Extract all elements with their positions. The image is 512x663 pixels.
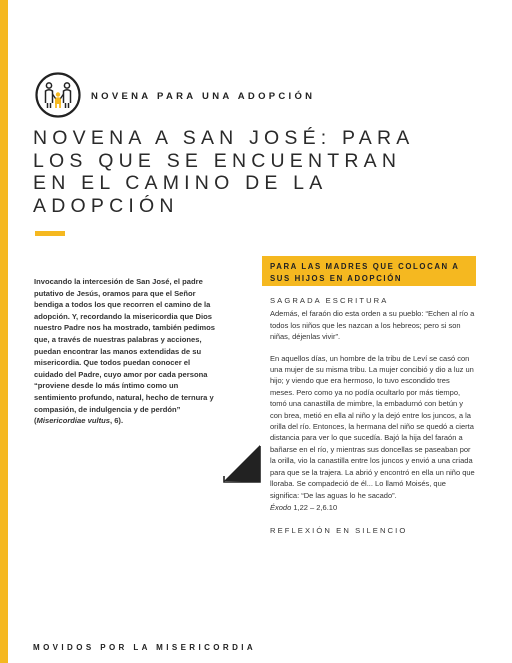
title-line: ADOPCIÓN	[33, 194, 179, 217]
page-title	[33, 127, 415, 217]
scripture-citation: Éxodo 1,22 – 2,6.10	[270, 502, 338, 512]
footer-text: MOVIDOS POR LA MISERICORDIA	[33, 643, 257, 652]
scripture-paragraph: Además, el faraón dio esta orden a su pueblo: “Echen al río a todos los niños que les nazcan a los hebreos; pero si son niñas, déjenlas vivir”.	[270, 309, 475, 342]
side-accent-bar	[0, 0, 8, 663]
intention-tab	[262, 256, 476, 286]
scripture-column	[270, 295, 475, 537]
intro-quote-box	[34, 276, 220, 427]
intention-line: SUS HIJOS EN ADOPCIÓN	[270, 273, 403, 283]
scripture-paragraph: En aquellos días, un hombre de la tribu de Leví se casó con una mujer de su misma tribu. La mujer concibió y dio a luz un hijo; y viendo que era hermoso, lo tuvo escondido tres meses. Pero como ya no podía ocultarlo por más tiempo, tomó una canastilla de mimbre, la embadurnó con betún y con brea, metió en ella al niño y la dejó entre los juncos, a la orilla del río. Entonces, la hermana del niño se quedó a cierta distancia para ver lo que sucedía. Bajó la hija del faraón a bañarse en el río, y mientras sus doncellas se paseaban por la orilla, vio la canastilla entre los juncos y envió a una criada para que se la trajera. La abrió y encontró en ella un niño que lloraba. Se compadeció de él... Lo llamó Moisés, que significa: “De las aguas lo he sacado”.	[270, 353, 475, 500]
title-line: LOS QUE SE ENCUENTRAN	[33, 149, 402, 172]
title-line: EN EL CAMINO DE LA	[33, 172, 328, 194]
quote-source: Misericordiae vultus	[36, 416, 110, 426]
title-underline	[35, 231, 65, 236]
reflection-label: REFLEXIÓN EN SILENCIO	[270, 526, 408, 536]
family-icon	[35, 72, 81, 118]
intention-line: PARA LAS MADRES QUE COLOCAN A	[270, 262, 460, 271]
header-label: NOVENA PARA UNA ADOPCIÓN	[91, 91, 316, 102]
scripture-label: SAGRADA ESCRITURA	[270, 296, 389, 305]
title-line: NOVENA A SAN JOSÉ: PARA	[33, 127, 415, 149]
intro-quote-text: Invocando la intercesión de San José, el padre putativo de Jesús, oramos para que el Señor bendiga a todos los que recorren el camino de la adopción. Y, recordando la misericordia que Dios nuestro Padre nos ha mostrado, también pedimos que, a través de nuestras palabras y acciones, puedan encontrar las manos extendidas de su misericordia. Que todos puedan conocer el cuidado del Padre, cuyo amor por cada persona “proviene desde lo más íntimo como un sentimiento profundo, natural, hecho de ternura y compasión, de indulgencia y de perdón” (Misericordiae vultus, 6).	[34, 277, 216, 426]
